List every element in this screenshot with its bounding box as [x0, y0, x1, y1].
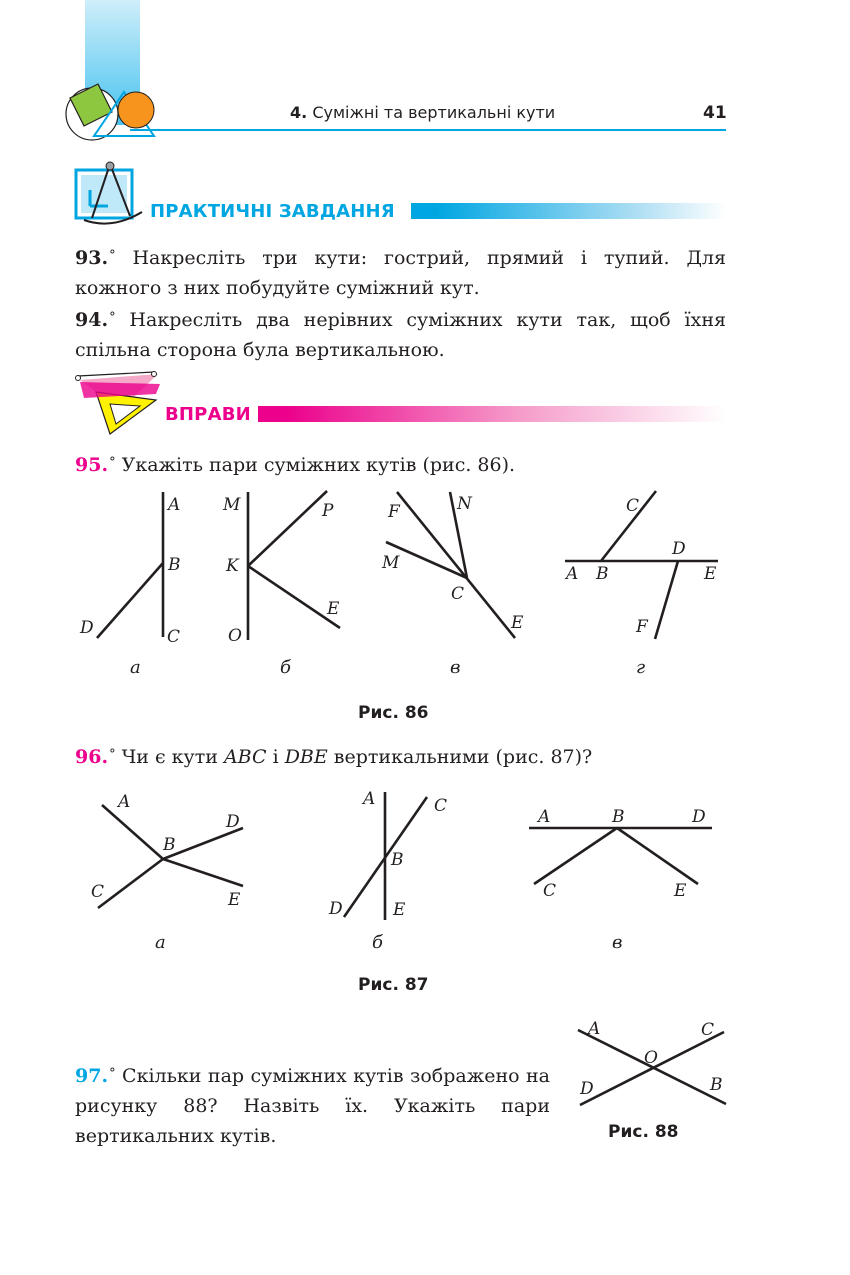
- label-B: B: [596, 564, 609, 584]
- task-text: Накресліть три кути: гострий, прямий і тупий. Для кожного з них побудуйте суміжний кут.: [75, 247, 726, 299]
- task-96: [75, 742, 726, 772]
- task-text: Накресліть два нерівних суміжних кути так, щоб їхня спільна сторона була вертикальною.: [75, 309, 726, 361]
- task-94: [75, 305, 726, 365]
- label-A: A: [538, 807, 551, 827]
- line-FE: [397, 492, 515, 638]
- task-95: [75, 450, 726, 480]
- subfigure-label: в: [450, 657, 461, 678]
- task-text: Скільки пар суміжних кутів зображено на рисунку 88? Назвіть їх. Укажіть пари вертикальних кутів.: [75, 1065, 550, 1147]
- label-C: C: [543, 881, 557, 901]
- ray-BA: [102, 805, 163, 859]
- label-D: D: [329, 899, 343, 919]
- label-C: C: [701, 1020, 715, 1040]
- task-text-end: вертикальними (рис. 87)?: [327, 746, 593, 768]
- label-D: D: [80, 618, 94, 638]
- label-C: C: [167, 627, 181, 647]
- exercises-title: ВПРАВИ: [165, 404, 251, 425]
- figure-86: [0, 480, 850, 680]
- practical-title-bar: [411, 203, 726, 219]
- exercises-title-bar: [258, 406, 726, 422]
- label-K: K: [226, 556, 239, 576]
- label-A: A: [168, 495, 181, 515]
- ray-BE: [617, 828, 698, 884]
- figure-87-caption: Рис. 87: [358, 975, 429, 995]
- ray-BC: [98, 859, 163, 908]
- subfigure-label: в: [612, 932, 623, 953]
- subfigure-label: б: [372, 932, 383, 953]
- label-C: C: [434, 796, 448, 816]
- label-M: M: [223, 495, 241, 515]
- practical-title: ПРАКТИЧНІ ЗАВДАННЯ: [150, 201, 395, 222]
- ray-KP: [248, 491, 327, 566]
- label-B: B: [391, 850, 404, 870]
- label-D: D: [580, 1079, 594, 1099]
- task-mark: °: [109, 1066, 116, 1081]
- figure-87-b: [328, 789, 447, 953]
- task-number: 94.: [75, 309, 109, 331]
- label-C: C: [626, 496, 640, 516]
- angle-dbe: DBE: [284, 746, 328, 768]
- label-O: O: [228, 626, 242, 646]
- figure-88: [560, 1010, 740, 1120]
- subfigure-label: г: [636, 657, 646, 678]
- label-O: O: [644, 1048, 658, 1068]
- drawing-tools-icon: [72, 160, 154, 226]
- subfigure-label: б: [280, 657, 291, 678]
- ray-DF: [655, 561, 678, 639]
- task-mark: °: [109, 747, 116, 762]
- task-number: 95.: [75, 454, 109, 476]
- label-A: A: [118, 792, 131, 812]
- task-mark: °: [109, 455, 116, 470]
- figure-86-g: [564, 491, 718, 678]
- task-text-start: Чи є кути: [121, 746, 224, 768]
- label-B: B: [168, 555, 181, 575]
- figure-86-b: [222, 491, 340, 678]
- subfigure-label: а: [130, 657, 141, 678]
- subfigure-label: а: [155, 932, 166, 953]
- chapter-title: Суміжні та вертикальні кути: [312, 103, 556, 122]
- task-number: 97.: [75, 1065, 109, 1087]
- label-F: F: [636, 617, 648, 637]
- task-97: [75, 1061, 550, 1151]
- figure-86-a: [79, 492, 181, 678]
- figure-86-caption: Рис. 86: [358, 703, 429, 723]
- ray-BE: [163, 859, 243, 886]
- label-E: E: [511, 613, 524, 633]
- label-A: A: [566, 564, 579, 584]
- angle-abc: ABC: [223, 746, 267, 768]
- task-text-mid: і: [266, 746, 285, 768]
- task-number: 93.: [75, 247, 109, 269]
- figure-87-v: [529, 807, 712, 953]
- label-N: N: [457, 494, 472, 514]
- figure-86-v: [381, 492, 524, 678]
- task-mark: °: [109, 310, 116, 325]
- label-P: P: [322, 501, 334, 521]
- label-A: A: [363, 789, 376, 809]
- ray-BD: [97, 563, 163, 638]
- label-D: D: [692, 807, 706, 827]
- label-C: C: [451, 584, 465, 604]
- figure-87-a: [91, 792, 243, 953]
- task-mark: °: [109, 248, 116, 263]
- label-B: B: [612, 807, 625, 827]
- label-A: A: [588, 1019, 601, 1039]
- label-E: E: [393, 900, 406, 920]
- label-F: F: [388, 502, 400, 522]
- label-M: M: [382, 553, 400, 573]
- running-title: [290, 103, 555, 122]
- label-C: C: [91, 882, 105, 902]
- figure-88-caption: Рис. 88: [608, 1122, 679, 1142]
- chapter-number: 4.: [290, 103, 308, 122]
- label-D: D: [672, 539, 686, 559]
- ray-BC: [534, 828, 617, 884]
- label-E: E: [704, 564, 717, 584]
- label-E: E: [228, 890, 241, 910]
- task-number: 96.: [75, 746, 109, 768]
- task-text: Укажіть пари суміжних кутів (рис. 86).: [121, 454, 516, 476]
- label-D: D: [226, 812, 240, 832]
- figure-87: [0, 780, 850, 960]
- label-E: E: [327, 599, 340, 619]
- label-B: B: [163, 835, 176, 855]
- page-number: 41: [703, 103, 727, 123]
- geometry-shapes-icon: [62, 70, 162, 142]
- ruler-triangle-icon: [70, 370, 165, 438]
- task-93: [75, 243, 726, 303]
- label-B: B: [710, 1075, 723, 1095]
- label-E: E: [674, 881, 687, 901]
- header-rule: [130, 129, 726, 131]
